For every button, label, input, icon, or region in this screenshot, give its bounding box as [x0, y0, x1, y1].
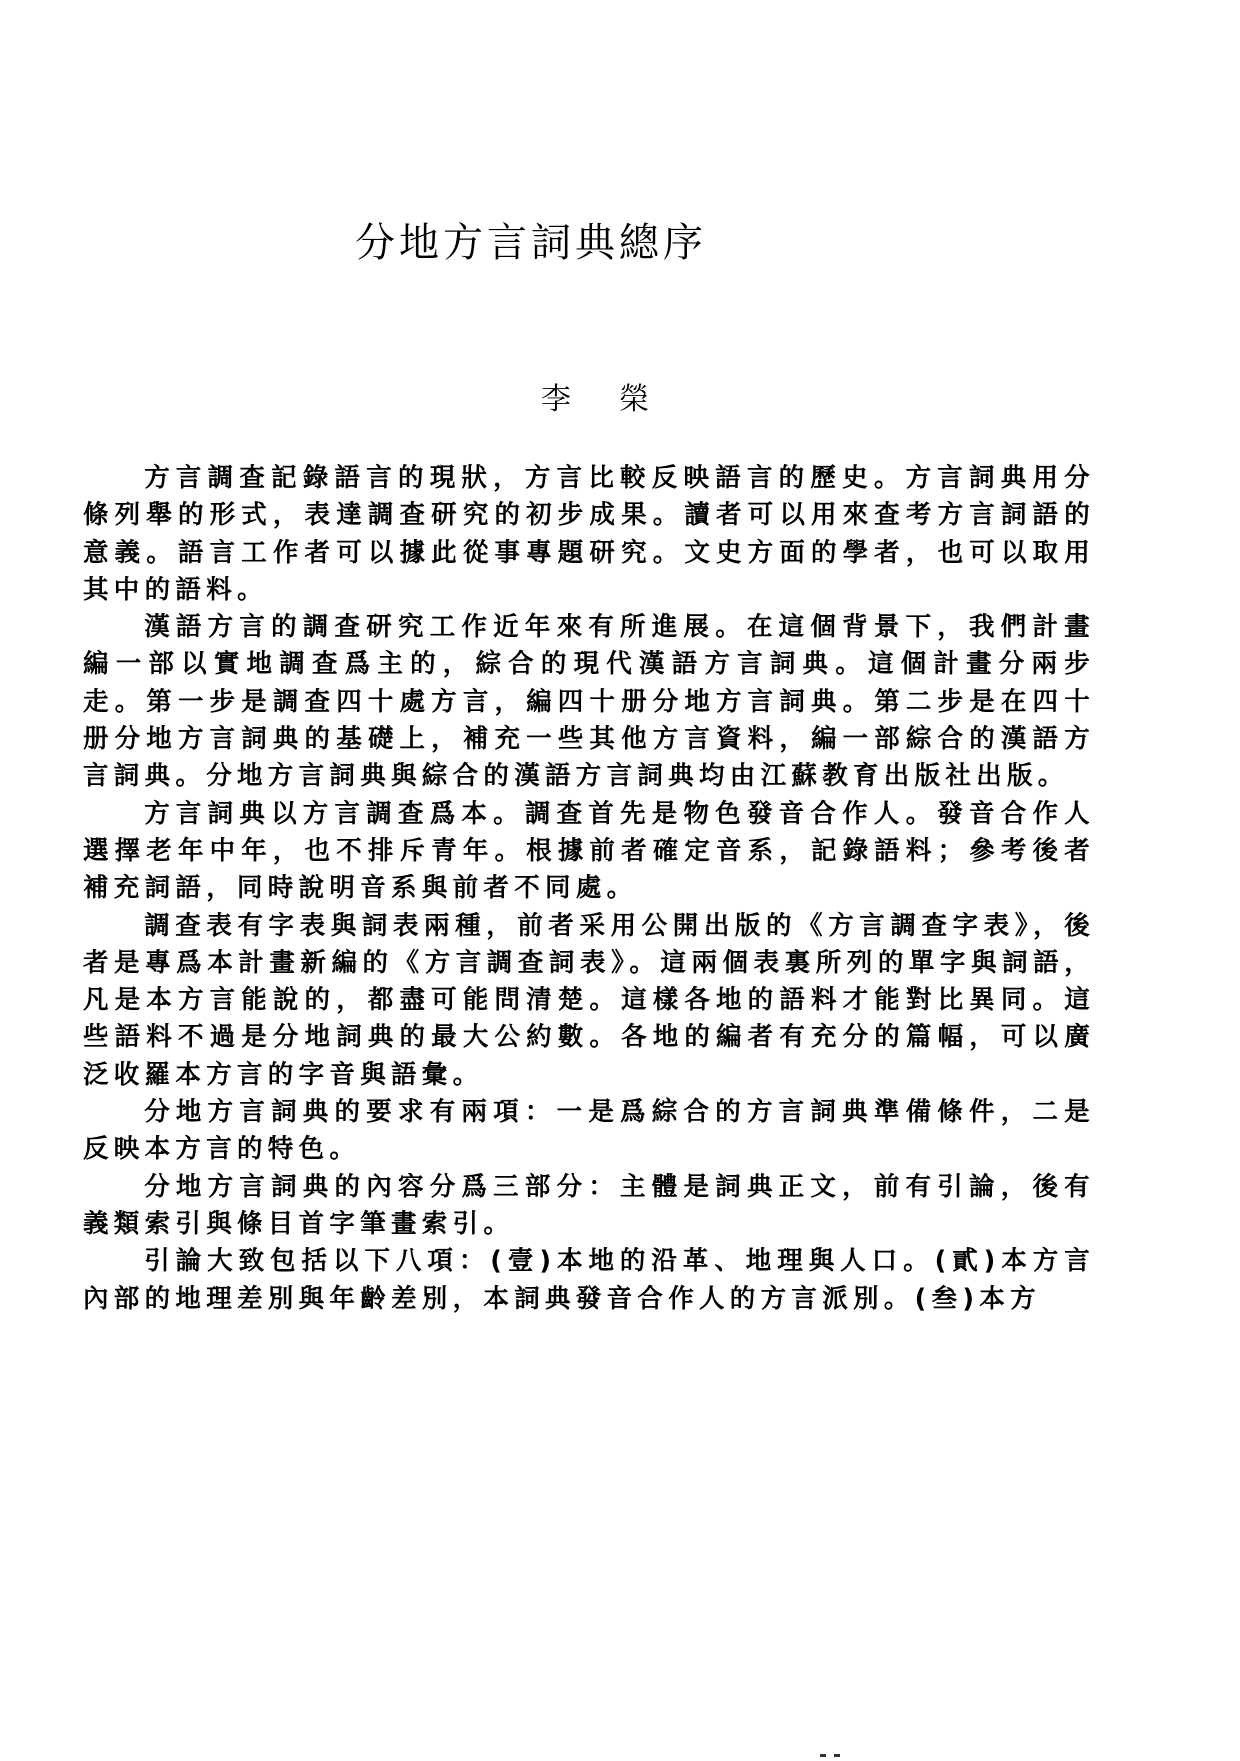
- paragraph-1: 方言調查記錄語言的現狀，方言比較反映語言的歷史。方言詞典用分條列舉的形式，表達調查研究的初步成果。讀者可以用來查考方言詞語的意義。語言工作者可以據此從事專題研究。文史方面的學者，也可以取用其中的語料。: [83, 463, 1095, 605]
- paragraph-2: 漢語方言的調查研究工作近年來有所進展。在這個背景下，我們計畫編一部以實地調查爲主的，綜合的現代漢語方言詞典。這個計畫分兩步走。第一步是調查四十處方言，編四十册分地方言詞典。第二步是在四十册分地方言詞典的基礎上，補充一些其他方言資料，編一部綜合的漢語方言詞典。分地方言詞典與綜合的漢語方言詞典均由江蘇教育出版社出版。: [83, 612, 1095, 792]
- author-surname: 李: [541, 382, 571, 417]
- scan-artifact-dot: [834, 1754, 840, 1757]
- scan-artifact-dash: [820, 1754, 826, 1757]
- scan-artifact-mark: [820, 1742, 850, 1746]
- paragraph-5: 分地方言詞典的要求有兩項：一是爲綜合的方言詞典準備條件，二是反映本方言的特色。: [83, 1097, 1095, 1165]
- author-line: [0, 378, 1190, 422]
- body-text: [83, 460, 1095, 1318]
- paragraph-4: 調查表有字表與詞表兩種，前者采用公開出版的《方言調查字表》，後者是專爲本計畫新編的《方言調查詞表》。這兩個表裏所列的單字與詞語，凡是本方言能說的，都盡可能問清楚。這樣各地的語料才能對比異同。這些語料不過是分地詞典的最大公約數。各地的編者有充分的篇幅，可以廣泛收羅本方言的字音與語彙。: [83, 910, 1095, 1090]
- paragraph-3: 方言詞典以方言調查爲本。調查首先是物色發音合作人。發音合作人選擇老年中年，也不排斥青年。根據前者確定音系，記錄語料；參考後者補充詞語，同時說明音系與前者不同處。: [83, 798, 1095, 904]
- document-title: 分地方言詞典總序: [355, 220, 707, 266]
- paragraph-6: 分地方言詞典的內容分爲三部分：主體是詞典正文，前有引論，後有義類索引與條目首字筆畫索引。: [83, 1171, 1095, 1239]
- paragraph-7: 引論大致包括以下八項：(壹)本地的沿革、地理與人口。(貳)本方言內部的地理差別與年齡差別，本詞典發音合作人的方言派別。(叁)本方: [83, 1246, 1095, 1314]
- author-given-name: 榮: [619, 382, 649, 417]
